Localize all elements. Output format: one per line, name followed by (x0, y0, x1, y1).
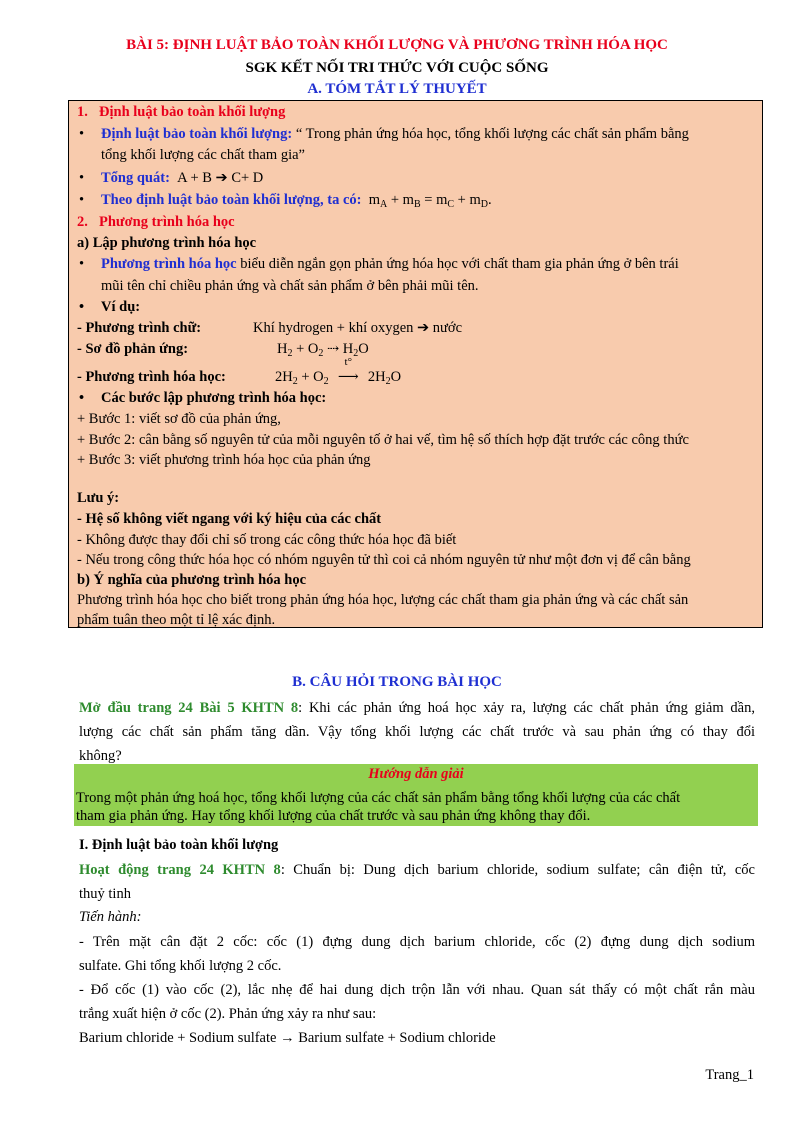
example-label: • Ví dụ: (79, 299, 141, 315)
page-number: Trang_1 (705, 1067, 754, 1083)
section-a-heading: A. TÓM TẮT LÝ THUYẾT (307, 81, 487, 97)
activity-body: : Chuẩn bị: Dung dịch barium chloride, sodium sulfate; cân điện tử, cốc (280, 862, 755, 878)
activity-text (79, 862, 755, 879)
note-3: - Nếu trong công thức hóa học có nhóm nguyên tử thì coi cả nhóm nguyên tử như một đơn vị để cân bằng (77, 552, 691, 568)
bullet-icon: • (79, 299, 85, 315)
bullet-icon: • (79, 126, 85, 142)
equation-definition (77, 256, 756, 273)
subheading-b: b) Ý nghĩa của phương trình hóa học (77, 572, 307, 588)
intro-label: Mở đầu trang 24 Bài 5 KHTN 8 (79, 700, 299, 716)
solution-guide-box (74, 764, 758, 826)
heat-arrow: t° ⟶ (337, 356, 359, 385)
intro-question (79, 700, 755, 717)
activity-text-cont: thuỷ tinh (79, 886, 131, 902)
word-equation-label: - Phương trình chữ: (77, 320, 202, 336)
equation-text: biểu diễn ngắn gọn phản ứng hóa học với chất tham gia phản ứng ở bên trái (236, 256, 679, 272)
definition-label: Định luật bảo toàn khối lượng: (101, 126, 293, 142)
note-label: Lưu ý: (77, 490, 120, 506)
bullet-icon: • (79, 170, 85, 186)
step-2: + Bước 2: cân bằng số nguyên tử của mỗi nguyên tố ở hai vế, tìm hệ số thích hợp đặt trước các công thức (77, 432, 689, 448)
part-1-heading: I. Định luật bảo toàn khối lượng (79, 837, 279, 853)
general-form (77, 170, 756, 187)
theory-summary-box (68, 100, 763, 628)
reaction-equation: Barium chloride + Sodium sulfate → Barium sulfate + Sodium chloride (79, 1030, 496, 1046)
solution-line-2: tham gia phản ứng. Hay tổng khối lượng của chất trước và sau phản ứng không thay đổi. (76, 808, 591, 824)
bullet-icon: • (79, 192, 85, 208)
intro-question-end: không? (79, 748, 122, 764)
activity-label: Hoạt động trang 24 KHTN 8 (79, 862, 281, 878)
meaning-text: Phương trình hóa học cho biết trong phản ứng hóa học, lượng các chất tham gia phản ứng và các chất sản (77, 592, 689, 608)
procedure-step-1-cont: sulfate. Ghi tổng khối lượng 2 cốc. (79, 958, 282, 974)
note-2: - Không được thay đổi chỉ số trong các công thức hóa học đã biết (77, 532, 457, 548)
lesson-title: BÀI 5: ĐỊNH LUẬT BẢO TOÀN KHỐI LƯỢNG VÀ PHƯƠNG TRÌNH HÓA HỌC (126, 37, 668, 53)
reaction-scheme (77, 341, 756, 359)
general-text: A + B ➔ C+ D (177, 170, 264, 186)
mass-formula (77, 192, 756, 210)
heading-number: 1. (77, 104, 88, 120)
equation-label: Phương trình hóa học (101, 256, 237, 272)
bullet-icon: • (79, 256, 85, 272)
heading-text: Phương trình hóa học (99, 214, 235, 230)
procedure-step-1: - Trên mặt cân đặt 2 cốc: cốc (1) đựng dung dịch barium chloride, cốc (2) đựng dung dịch sodium (79, 934, 755, 950)
heading-number: 2. (77, 214, 88, 230)
procedure-label: Tiến hành: (79, 909, 142, 925)
step-3: + Bước 3: viết phương trình hóa học của phản ứng (77, 452, 371, 468)
equation-definition-cont: mũi tên chỉ chiều phản ứng và chất sản phẩm ở bên phải mũi tên. (101, 278, 479, 294)
word-equation (77, 320, 756, 337)
law-definition (77, 126, 756, 143)
subheading-a: a) Lập phương trình hóa học (77, 235, 257, 251)
heading-text: Định luật bảo toàn khối lượng (99, 104, 286, 120)
procedure-step-2-cont: trắng xuất hiện ở cốc (2). Phản ứng xảy ra như sau: (79, 1006, 377, 1022)
summary-heading-1 (77, 104, 756, 121)
intro-question-cont: lượng các chất sản phẩm tăng dần. Vậy tổng khối lượng các chất trước và sau phản ứng có thay đổi (79, 724, 755, 740)
solution-guide-title: Hướng dẫn giải (368, 766, 464, 782)
section-b-heading: B. CÂU HỎI TRONG BÀI HỌC (292, 674, 502, 690)
law-definition-cont: tổng khối lượng các chất tham gia” (101, 147, 305, 163)
steps-label: • Các bước lập phương trình hóa học: (79, 390, 327, 406)
formula: $m_A + m_B = m_C + m_D$. (368, 192, 492, 210)
solution-line-1: Trong một phản ứng hoá học, tổng khối lượng của các chất sản phẩm bằng tổng khối lượng của các chất (76, 790, 681, 806)
intro-text: : Khi các phản ứng hoá học xảy ra, lượng các chất phản ứng giảm dần, (298, 700, 755, 716)
definition-text: “ Trong phản ứng hóa học, tổng khối lượng các chất sản phẩm bằng (292, 126, 689, 142)
scheme-formula: $H_2 + O_2$ ⇢ $H_2O$ (277, 341, 369, 359)
note-1: - Hệ số không viết ngang với ký hiệu của các chất (77, 511, 382, 527)
word-equation-text: Khí hydrogen + khí oxygen ➔ nước (253, 320, 463, 336)
procedure-step-2: - Đổ cốc (1) vào cốc (2), lắc nhẹ để hai dung dịch trộn lẫn với nhau. Quan sát thấy có một chất rắn màu (79, 982, 755, 998)
bullet-icon: • (79, 390, 85, 406)
chem-eq-formula: $2H_2 + O_2$ t° ⟶ $2H_2O$ (275, 356, 402, 387)
chem-eq-label: - Phương trình hóa học: (77, 369, 226, 385)
formula-label: Theo định luật bảo toàn khối lượng, ta có: (101, 192, 362, 208)
scheme-label: - Sơ đồ phản ứng: (77, 341, 189, 357)
general-label: Tổng quát: (101, 170, 170, 186)
chemical-equation (77, 356, 756, 387)
meaning-text-cont: phẩm tuân theo một tỉ lệ xác định. (77, 612, 276, 628)
summary-heading-2 (77, 214, 756, 231)
step-1: + Bước 1: viết sơ đồ của phản ứng, (77, 411, 281, 427)
textbook-subtitle: SGK KẾT NỐI TRI THỨC VỚI CUỘC SỐNG (245, 60, 549, 76)
